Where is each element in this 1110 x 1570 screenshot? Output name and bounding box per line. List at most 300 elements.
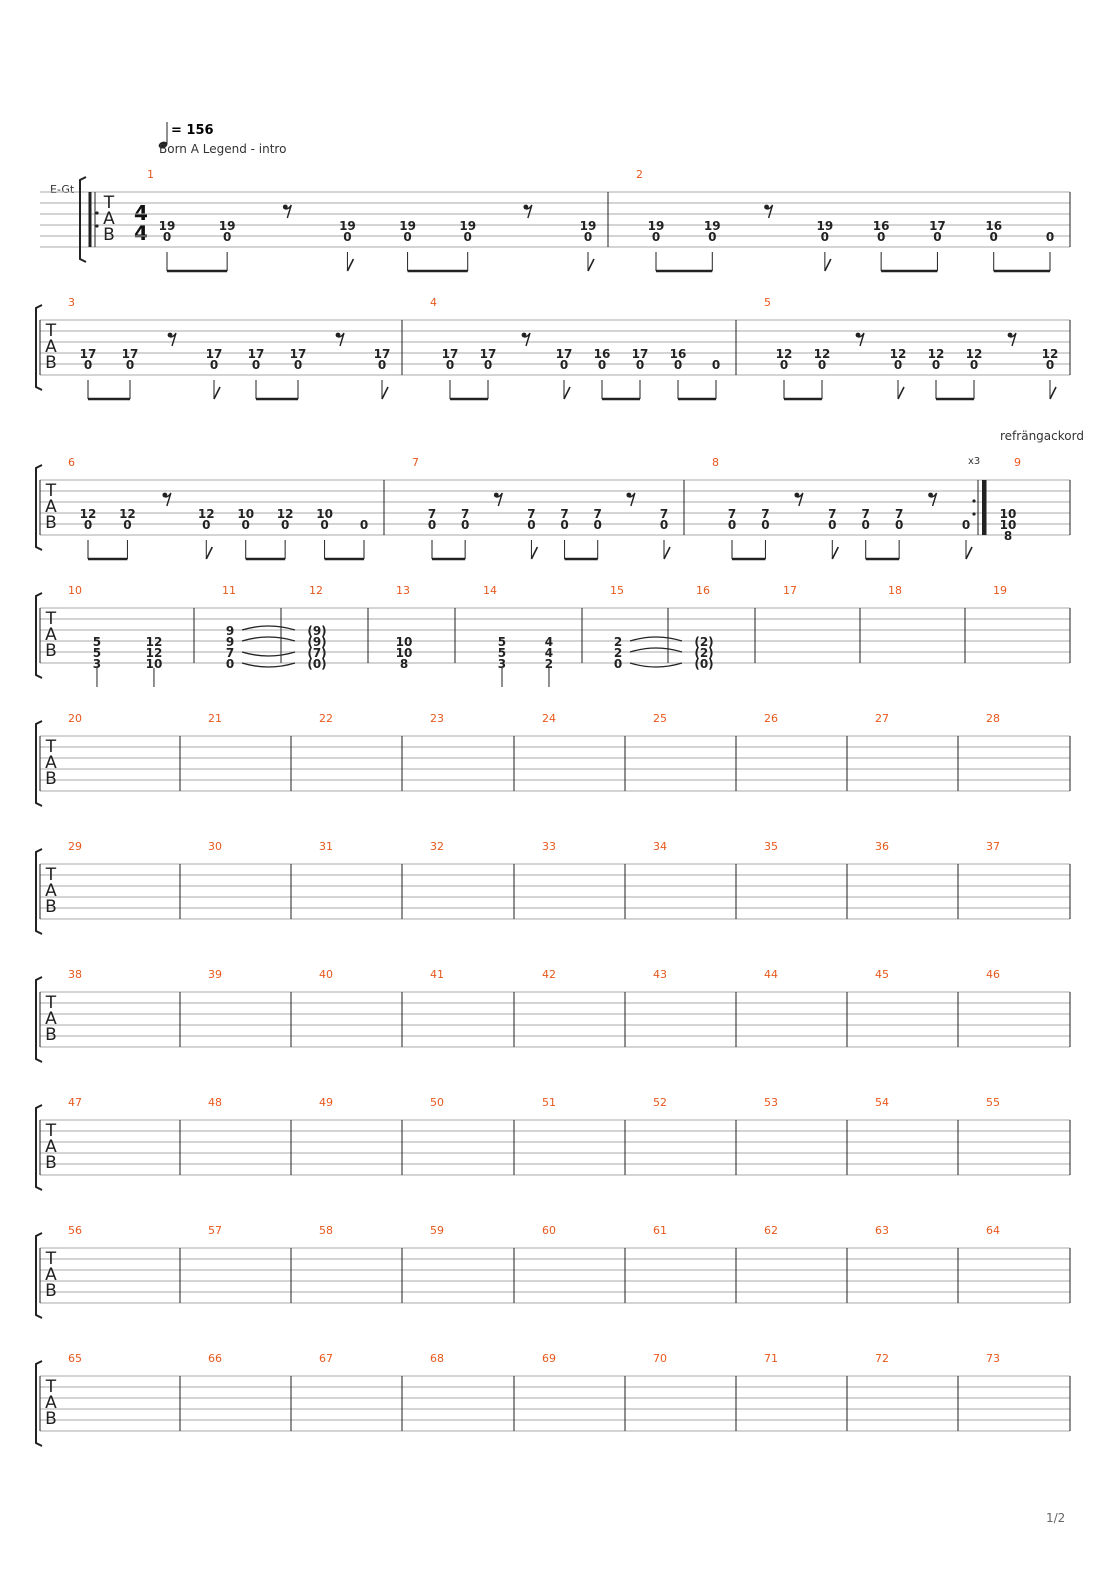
- fret-number: 16: [985, 219, 1003, 233]
- fret-number: 7: [727, 507, 737, 521]
- fret-number: 17: [479, 347, 497, 361]
- eighth-rest: [283, 205, 291, 218]
- eighth-rest: [168, 333, 176, 346]
- measure-number: 45: [875, 968, 889, 981]
- fret-number: 0: [251, 358, 261, 372]
- fret-number: 19: [703, 219, 721, 233]
- measure: [412, 456, 684, 559]
- note-flag: [347, 259, 353, 271]
- measure-number: 44: [764, 968, 778, 981]
- fret-number: 17: [247, 347, 265, 361]
- fret-number: 19: [816, 219, 834, 233]
- measure: [986, 712, 1000, 725]
- measure-number: 40: [319, 968, 333, 981]
- measure-number: 13: [396, 584, 410, 597]
- fret-number: (9): [307, 635, 327, 649]
- fret-number: 0: [483, 358, 493, 372]
- measure-number: 52: [653, 1096, 667, 1109]
- tab-clef-letter: A: [45, 625, 57, 645]
- note-flag: [214, 387, 220, 399]
- measure-number: 15: [610, 584, 624, 597]
- tie-arc: [242, 652, 295, 656]
- measure-number: 42: [542, 968, 556, 981]
- measure: [875, 712, 958, 791]
- tab-clef-letter: B: [45, 1409, 57, 1429]
- fret-number: 0: [559, 358, 569, 372]
- eighth-rest: [336, 333, 344, 346]
- fret-number: 17: [205, 347, 223, 361]
- note-flag: [825, 259, 831, 271]
- fret-number: 9: [225, 624, 235, 638]
- fret-number: (9): [307, 624, 327, 638]
- staff-system: [40, 168, 1070, 271]
- fret-number: 0: [343, 230, 352, 244]
- tab-clef-letter: B: [103, 225, 115, 245]
- measure: [986, 840, 1000, 853]
- fret-number: 17: [121, 347, 139, 361]
- measure: [875, 1224, 958, 1303]
- measure-number: 66: [208, 1352, 222, 1365]
- fret-number: 19: [647, 219, 665, 233]
- measure-number: 39: [208, 968, 222, 981]
- measure: [68, 1352, 180, 1431]
- measure-number: 67: [319, 1352, 333, 1365]
- measure-number: 34: [653, 840, 667, 853]
- repeat-dot: [972, 512, 975, 515]
- fret-number: 4: [544, 646, 554, 660]
- measure-number: 16: [696, 584, 710, 597]
- fret-number: 0: [933, 230, 942, 244]
- measure: [68, 712, 180, 791]
- measure: [764, 1096, 847, 1175]
- measure: [430, 1224, 514, 1303]
- fret-number: 0: [727, 518, 737, 532]
- fret-number: 0: [893, 358, 903, 372]
- fret-number: 0: [597, 358, 607, 372]
- fret-number: 7: [560, 507, 569, 521]
- measure-number: 54: [875, 1096, 889, 1109]
- measure-number: 29: [68, 840, 82, 853]
- staff-system: [36, 584, 1070, 687]
- fret-number: 12: [927, 347, 945, 361]
- measure: [653, 1352, 736, 1431]
- measure: [68, 840, 180, 919]
- fret-number: 0: [209, 358, 219, 372]
- measure-number: 70: [653, 1352, 667, 1365]
- measure-number: 64: [986, 1224, 1000, 1237]
- tab-clef-letter: A: [45, 497, 57, 517]
- fret-number: 16: [872, 219, 890, 233]
- fret-number: 17: [929, 219, 946, 233]
- eighth-rest: [764, 205, 772, 218]
- measure-number: 20: [68, 712, 82, 725]
- fret-number: (2): [694, 635, 714, 649]
- fret-number: 8: [1003, 529, 1013, 543]
- fret-number: 3: [497, 657, 507, 671]
- measure: [68, 296, 402, 399]
- measure-number: 53: [764, 1096, 778, 1109]
- tempo-value: = 156: [171, 123, 214, 138]
- measure: [208, 712, 291, 791]
- measure: [993, 584, 1007, 597]
- fret-number: 0: [1045, 230, 1055, 244]
- measure: [430, 1096, 514, 1175]
- fret-number: 0: [817, 358, 827, 372]
- fret-number: (0): [694, 657, 714, 671]
- measure-number: 8: [712, 456, 719, 469]
- fret-number: 12: [276, 507, 294, 521]
- note-flag: [588, 259, 594, 271]
- measure: [875, 968, 958, 1047]
- fret-number: 12: [79, 507, 97, 521]
- measure: [636, 168, 1054, 271]
- measure: [396, 584, 455, 671]
- fret-number: 7: [527, 507, 536, 521]
- system-brace: [36, 305, 42, 390]
- measure-number: 48: [208, 1096, 222, 1109]
- fret-number: 7: [460, 507, 470, 521]
- measure: [319, 840, 402, 919]
- measure: [888, 584, 965, 663]
- fret-number: 0: [593, 518, 602, 532]
- system-brace: [36, 1105, 42, 1190]
- page-number: 1/2: [1046, 1511, 1066, 1525]
- tab-clef-letter: B: [45, 1025, 57, 1045]
- fret-number: 0: [820, 230, 830, 244]
- measure-number: 1: [147, 168, 154, 181]
- measure-number: 25: [653, 712, 667, 725]
- tie-arc: [242, 663, 295, 667]
- measure-number: 2: [636, 168, 643, 181]
- measure-number: 12: [309, 584, 323, 597]
- measure-number: 9: [1014, 456, 1021, 469]
- measure: [68, 584, 194, 687]
- fret-number: 0: [222, 230, 232, 244]
- fret-number: 17: [631, 347, 649, 361]
- note-flag: [1050, 387, 1056, 399]
- fret-number: 0: [708, 230, 717, 244]
- measure-number: 63: [875, 1224, 889, 1237]
- repeat-dot: [972, 499, 975, 502]
- fret-number: 4: [544, 635, 554, 649]
- fret-number: 19: [399, 219, 416, 233]
- fret-number: 0: [779, 358, 789, 372]
- fret-number: 7: [659, 507, 669, 521]
- measure: [712, 456, 986, 559]
- fret-number: 0: [463, 230, 472, 244]
- fret-number: 0: [427, 518, 437, 532]
- fret-number: 0: [83, 518, 93, 532]
- fret-number: 0: [293, 358, 303, 372]
- note-flag: [564, 387, 570, 399]
- measure: [222, 584, 295, 671]
- tab-clef-letter: A: [45, 1137, 57, 1157]
- system-brace: [36, 849, 42, 934]
- measure-number: 49: [319, 1096, 333, 1109]
- time-signature-bottom: 4: [134, 221, 148, 245]
- fret-number: 12: [119, 507, 136, 521]
- fret-number: 5: [497, 635, 507, 649]
- measure: [208, 840, 291, 919]
- measure-number: 47: [68, 1096, 82, 1109]
- staff-system: [36, 1352, 1070, 1446]
- measure: [875, 1096, 958, 1175]
- fret-number: 16: [593, 347, 611, 361]
- fret-number: 7: [427, 507, 437, 521]
- tie-arc: [242, 626, 295, 630]
- fret-number: 0: [989, 230, 998, 244]
- measure: [783, 584, 860, 663]
- tie-arc: [630, 637, 682, 641]
- measure: [430, 712, 514, 791]
- system-brace: [36, 1233, 42, 1318]
- measure-number: 5: [764, 296, 771, 309]
- repeat-dot: [95, 211, 98, 214]
- fret-number: 0: [673, 358, 683, 372]
- tab-clef-letter: T: [103, 193, 115, 213]
- measure-number: 71: [764, 1352, 778, 1365]
- tab-clef-letter: B: [45, 1153, 57, 1173]
- tab-clef-letter: T: [45, 481, 57, 501]
- measure: [430, 840, 514, 919]
- tab-clef-letter: A: [45, 753, 57, 773]
- measure-number: 60: [542, 1224, 556, 1237]
- system-brace: [36, 465, 42, 550]
- staff-system: [36, 840, 1070, 934]
- measure-number: 32: [430, 840, 444, 853]
- instrument-label: E-Gt: [50, 183, 75, 196]
- tie-arc: [630, 648, 682, 652]
- measure: [764, 840, 847, 919]
- fret-number: (0): [307, 657, 327, 671]
- system-brace: [36, 721, 42, 806]
- tab-clef-letter: B: [45, 513, 57, 533]
- tab-clef-letter: T: [45, 609, 57, 629]
- fret-number: 12: [1041, 347, 1059, 361]
- measure: [208, 968, 291, 1047]
- fret-number: 19: [339, 219, 356, 233]
- fret-number: 0: [241, 518, 250, 532]
- tab-clef-letter: A: [45, 1265, 57, 1285]
- measure-number: 23: [430, 712, 444, 725]
- measure: [972, 456, 1021, 543]
- fret-number: 19: [579, 219, 597, 233]
- measure-number: 36: [875, 840, 889, 853]
- fret-number: 0: [861, 518, 870, 532]
- fret-number: 0: [280, 518, 290, 532]
- measure-number: 57: [208, 1224, 222, 1237]
- fret-number: 7: [225, 646, 235, 660]
- measure: [875, 840, 958, 919]
- note-flag: [966, 547, 972, 559]
- staff-system: [36, 456, 1070, 559]
- measure-number: 10: [68, 584, 82, 597]
- fret-number: 16: [669, 347, 687, 361]
- measure: [319, 1224, 402, 1303]
- tab-clef-letter: T: [45, 737, 57, 757]
- measure-number: 35: [764, 840, 778, 853]
- fret-number: 0: [894, 518, 904, 532]
- fret-number: 0: [125, 358, 135, 372]
- fret-number: 17: [555, 347, 573, 361]
- tab-clef-letter: A: [103, 209, 115, 229]
- measure: [542, 1096, 625, 1175]
- fret-number: 19: [158, 219, 176, 233]
- fret-number: 3: [92, 657, 102, 671]
- fret-number: 7: [894, 507, 904, 521]
- tab-clef-letter: B: [45, 641, 57, 661]
- tab-clef-letter: B: [45, 769, 57, 789]
- note-flag: [898, 387, 904, 399]
- fret-number: 0: [583, 230, 593, 244]
- measure-number: 18: [888, 584, 902, 597]
- fret-number: 0: [320, 518, 329, 532]
- measure: [307, 584, 368, 671]
- measure: [542, 1224, 625, 1303]
- eighth-rest: [523, 205, 531, 218]
- eighth-rest: [928, 493, 936, 506]
- measure: [319, 1352, 402, 1431]
- tab-clef-letter: A: [45, 881, 57, 901]
- measure: [694, 584, 755, 671]
- fret-number: 0: [527, 518, 536, 532]
- fret-number: 0: [659, 518, 669, 532]
- measure: [430, 1352, 514, 1431]
- measure: [542, 712, 625, 791]
- fret-number: 7: [861, 507, 870, 521]
- fret-number: 0: [828, 518, 837, 532]
- fret-number: 0: [123, 518, 132, 532]
- tab-clef-letter: T: [45, 1377, 57, 1397]
- fret-number: 0: [445, 358, 455, 372]
- system-brace: [36, 593, 42, 678]
- note-flag: [206, 547, 212, 559]
- measure-number: 59: [430, 1224, 444, 1237]
- fret-number: 10: [145, 657, 163, 671]
- measure: [542, 840, 625, 919]
- measure: [653, 840, 736, 919]
- fret-number: 17: [79, 347, 97, 361]
- fret-number: 10: [999, 518, 1017, 532]
- measure: [875, 1352, 958, 1431]
- note-flag: [664, 547, 670, 559]
- measure-number: 30: [208, 840, 222, 853]
- measure: [542, 1352, 625, 1431]
- fret-number: 0: [1045, 358, 1055, 372]
- measure: [986, 1352, 1000, 1365]
- note-flag: [832, 547, 838, 559]
- measure-number: 56: [68, 1224, 82, 1237]
- measure: [610, 584, 682, 671]
- measure: [986, 1224, 1000, 1237]
- measure-number: 50: [430, 1096, 444, 1109]
- measure-number: 28: [986, 712, 1000, 725]
- measure-number: 26: [764, 712, 778, 725]
- fret-number: 12: [965, 347, 983, 361]
- measure: [764, 968, 847, 1047]
- fret-number: 0: [761, 518, 770, 532]
- measure: [208, 1224, 291, 1303]
- measure-number: 41: [430, 968, 444, 981]
- measure-number: 22: [319, 712, 333, 725]
- fret-number: 0: [876, 230, 886, 244]
- measure: [147, 168, 608, 271]
- measure-number: 3: [68, 296, 75, 309]
- fret-number: 17: [441, 347, 459, 361]
- fret-number: 12: [813, 347, 831, 361]
- measure-number: 72: [875, 1352, 889, 1365]
- fret-number: 0: [651, 230, 661, 244]
- staff-system: [36, 296, 1070, 399]
- measure: [483, 584, 582, 687]
- fret-number: 7: [828, 507, 837, 521]
- staff-system: [36, 712, 1070, 806]
- fret-number: 10: [316, 507, 333, 521]
- measure: [68, 456, 384, 559]
- measure: [430, 968, 514, 1047]
- measure: [319, 1096, 402, 1175]
- measure-number: 73: [986, 1352, 1000, 1365]
- fret-number: 10: [395, 646, 413, 660]
- fret-number: 12: [775, 347, 793, 361]
- tab-clef-letter: A: [45, 1009, 57, 1029]
- measure-number: 58: [319, 1224, 333, 1237]
- fret-number: 0: [202, 518, 211, 532]
- measure-number: 55: [986, 1096, 1000, 1109]
- fret-number: 0: [931, 358, 941, 372]
- measure: [653, 712, 736, 791]
- note-flag: [531, 547, 537, 559]
- chord-section-label: refrängackord: [1000, 429, 1084, 443]
- measure: [542, 968, 625, 1047]
- fret-number: 12: [889, 347, 907, 361]
- fret-number: 19: [459, 219, 477, 233]
- staff-system: [36, 968, 1070, 1062]
- measure: [764, 1352, 847, 1431]
- measure-number: 51: [542, 1096, 556, 1109]
- eighth-rest: [162, 493, 170, 506]
- fret-number: (7): [307, 646, 327, 660]
- eighth-rest: [522, 333, 530, 346]
- measure: [319, 712, 402, 791]
- measure-number: 46: [986, 968, 1000, 981]
- measure-number: 14: [483, 584, 497, 597]
- fret-number: 12: [197, 507, 215, 521]
- eighth-rest: [1008, 333, 1016, 346]
- tab-clef-letter: B: [45, 897, 57, 917]
- fret-number: 0: [225, 657, 235, 671]
- measure: [986, 968, 1000, 981]
- tab-clef-letter: T: [45, 865, 57, 885]
- fret-number: 0: [711, 358, 721, 372]
- time-signature-top: 4: [134, 201, 148, 225]
- measure-number: 6: [68, 456, 75, 469]
- tab-clef-letter: B: [45, 353, 57, 373]
- measure-number: 68: [430, 1352, 444, 1365]
- system-brace: [36, 977, 42, 1062]
- fret-number: 5: [92, 635, 102, 649]
- fret-number: 10: [395, 635, 413, 649]
- fret-number: 0: [359, 518, 369, 532]
- fret-number: 2: [544, 657, 554, 671]
- measure: [68, 968, 180, 1047]
- measure: [764, 296, 1058, 399]
- tab-clef-letter: T: [45, 1249, 57, 1269]
- measure: [764, 712, 847, 791]
- eighth-rest: [626, 493, 634, 506]
- measure: [68, 1096, 180, 1175]
- fret-number: 12: [145, 635, 163, 649]
